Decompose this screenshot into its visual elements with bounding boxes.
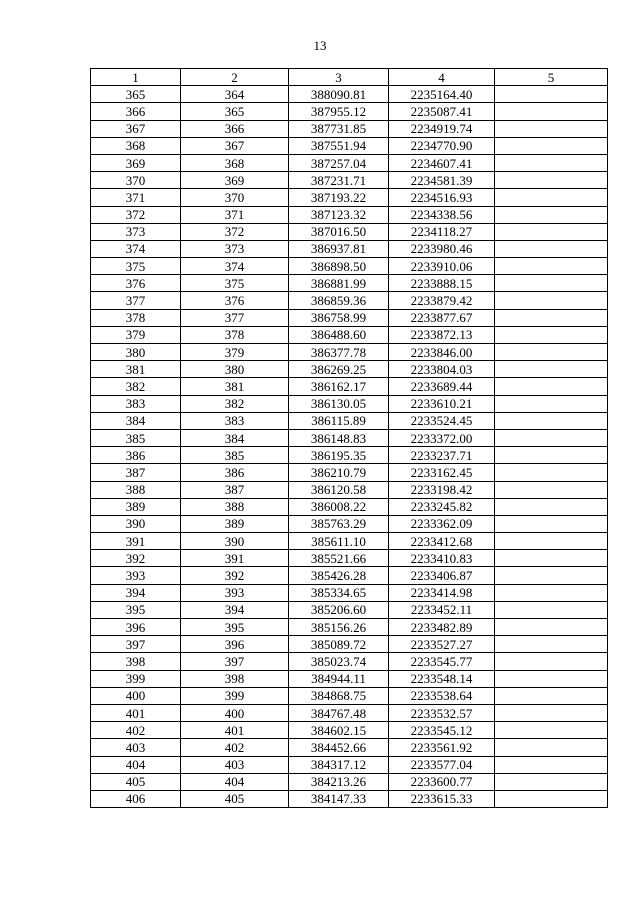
- table-cell: 386377.78: [289, 344, 389, 361]
- table-row: [91, 739, 608, 756]
- table-row: [91, 137, 608, 154]
- table-cell: 2233452.11: [389, 601, 495, 618]
- table-row: [91, 429, 608, 446]
- table-cell: 377: [91, 292, 181, 309]
- table-cell: [495, 429, 608, 446]
- table-cell: [495, 292, 608, 309]
- table-cell: 2233877.67: [389, 309, 495, 326]
- table-cell: 2233482.89: [389, 619, 495, 636]
- table-cell: 387: [181, 481, 289, 498]
- table-cell: 2233804.03: [389, 361, 495, 378]
- table-cell: 387193.22: [289, 189, 389, 206]
- table-cell: 2234770.90: [389, 137, 495, 154]
- table-cell: 376: [91, 275, 181, 292]
- table-cell: 2233879.42: [389, 292, 495, 309]
- table-cell: 388: [181, 498, 289, 515]
- table-cell: 371: [181, 206, 289, 223]
- table-cell: [495, 326, 608, 343]
- table-cell: [495, 223, 608, 240]
- table-cell: 394: [91, 584, 181, 601]
- table-cell: 385763.29: [289, 515, 389, 532]
- table-cell: 384: [91, 412, 181, 429]
- table-cell: [495, 137, 608, 154]
- table-cell: 385206.60: [289, 601, 389, 618]
- table-cell: [495, 412, 608, 429]
- table-row: [91, 86, 608, 103]
- table-cell: 386269.25: [289, 361, 389, 378]
- table-cell: 387731.85: [289, 120, 389, 137]
- table-cell: 2235087.41: [389, 103, 495, 120]
- table-cell: 391: [91, 533, 181, 550]
- table-cell: 387551.94: [289, 137, 389, 154]
- table-cell: 400: [181, 704, 289, 721]
- table-cell: 404: [181, 773, 289, 790]
- table-cell: 2234919.74: [389, 120, 495, 137]
- table-cell: 2233872.13: [389, 326, 495, 343]
- table-cell: 386488.60: [289, 326, 389, 343]
- table-cell: 384944.11: [289, 670, 389, 687]
- table-cell: [495, 653, 608, 670]
- table-cell: [495, 120, 608, 137]
- table-cell: 381: [181, 378, 289, 395]
- table-cell: [495, 154, 608, 171]
- table-cell: [495, 533, 608, 550]
- table-cell: 2233910.06: [389, 258, 495, 275]
- table-row: [91, 704, 608, 721]
- table-cell: 385156.26: [289, 619, 389, 636]
- table-cell: 378: [91, 309, 181, 326]
- table-cell: 2234607.41: [389, 154, 495, 171]
- table-cell: 384: [181, 429, 289, 446]
- table-cell: 387: [91, 464, 181, 481]
- table-row: [91, 361, 608, 378]
- table-row: [91, 533, 608, 550]
- table-cell: 387257.04: [289, 154, 389, 171]
- table-row: [91, 790, 608, 807]
- table-cell: [495, 790, 608, 807]
- table-cell: 390: [91, 515, 181, 532]
- table-row: [91, 344, 608, 361]
- table-row: [91, 258, 608, 275]
- table-cell: [495, 309, 608, 326]
- table-cell: 402: [91, 722, 181, 739]
- table-cell: 394: [181, 601, 289, 618]
- table-cell: 386148.83: [289, 429, 389, 446]
- table-cell: 386: [91, 447, 181, 464]
- table-cell: 403: [181, 756, 289, 773]
- table-cell: 385334.65: [289, 584, 389, 601]
- table-cell: 2235164.40: [389, 86, 495, 103]
- table-cell: 395: [181, 619, 289, 636]
- table-cell: 2233577.04: [389, 756, 495, 773]
- table-cell: 2233689.44: [389, 378, 495, 395]
- table-cell: 386115.89: [289, 412, 389, 429]
- table-row: [91, 223, 608, 240]
- table-cell: 392: [91, 550, 181, 567]
- table-cell: 2234118.27: [389, 223, 495, 240]
- table-cell: 2234338.56: [389, 206, 495, 223]
- table-cell: 372: [91, 206, 181, 223]
- table-cell: 364: [181, 86, 289, 103]
- table-cell: [495, 687, 608, 704]
- table-cell: 2233980.46: [389, 240, 495, 257]
- table-row: [91, 206, 608, 223]
- table-cell: 396: [91, 619, 181, 636]
- table-cell: 385521.66: [289, 550, 389, 567]
- table-cell: 2233561.92: [389, 739, 495, 756]
- table-cell: 385: [91, 429, 181, 446]
- column-header: 5: [495, 69, 608, 86]
- table-row: [91, 601, 608, 618]
- table-cell: 2234516.93: [389, 189, 495, 206]
- table-cell: 365: [91, 86, 181, 103]
- table-cell: 380: [181, 361, 289, 378]
- table-cell: 393: [91, 567, 181, 584]
- table-cell: 370: [181, 189, 289, 206]
- table-cell: 2233245.82: [389, 498, 495, 515]
- table-cell: 387016.50: [289, 223, 389, 240]
- table-cell: 386210.79: [289, 464, 389, 481]
- table-cell: 366: [181, 120, 289, 137]
- table-cell: 399: [181, 687, 289, 704]
- table-cell: 390: [181, 533, 289, 550]
- table-cell: 369: [91, 154, 181, 171]
- table-cell: 367: [91, 120, 181, 137]
- table-cell: 387955.12: [289, 103, 389, 120]
- table-cell: 379: [181, 344, 289, 361]
- table-cell: [495, 189, 608, 206]
- table-cell: 389: [181, 515, 289, 532]
- table-cell: 368: [91, 137, 181, 154]
- table-cell: 383: [181, 412, 289, 429]
- table-cell: 2233372.00: [389, 429, 495, 446]
- table-cell: 374: [181, 258, 289, 275]
- table-cell: 397: [181, 653, 289, 670]
- table-cell: 386898.50: [289, 258, 389, 275]
- table-cell: 399: [91, 670, 181, 687]
- table-cell: 395: [91, 601, 181, 618]
- table-cell: 386859.36: [289, 292, 389, 309]
- table-cell: 386120.58: [289, 481, 389, 498]
- table-cell: 368: [181, 154, 289, 171]
- table-cell: 386758.99: [289, 309, 389, 326]
- table-row: [91, 722, 608, 739]
- table-cell: 386: [181, 464, 289, 481]
- table-cell: [495, 206, 608, 223]
- table-cell: [495, 86, 608, 103]
- table-cell: 365: [181, 103, 289, 120]
- table-cell: [495, 481, 608, 498]
- table-cell: 2233524.45: [389, 412, 495, 429]
- table-cell: 2233527.27: [389, 636, 495, 653]
- table-cell: 396: [181, 636, 289, 653]
- table-cell: 2233545.12: [389, 722, 495, 739]
- table-row: [91, 154, 608, 171]
- table-cell: 384452.66: [289, 739, 389, 756]
- table-row: [91, 120, 608, 137]
- table-row: [91, 619, 608, 636]
- table-row: [91, 326, 608, 343]
- table-cell: 385023.74: [289, 653, 389, 670]
- table-cell: [495, 378, 608, 395]
- table-cell: 386162.17: [289, 378, 389, 395]
- table-cell: 385: [181, 447, 289, 464]
- table-cell: 2233362.09: [389, 515, 495, 532]
- table-cell: 401: [91, 704, 181, 721]
- table-cell: 2233615.33: [389, 790, 495, 807]
- table-row: [91, 309, 608, 326]
- table-cell: 2233532.57: [389, 704, 495, 721]
- table-cell: 2233198.42: [389, 481, 495, 498]
- table-row: [91, 172, 608, 189]
- table-cell: 378: [181, 326, 289, 343]
- table-cell: [495, 498, 608, 515]
- table-cell: 382: [91, 378, 181, 395]
- table-row: [91, 515, 608, 532]
- table-cell: 386130.05: [289, 395, 389, 412]
- table-cell: 366: [91, 103, 181, 120]
- table-row: [91, 292, 608, 309]
- table-cell: [495, 172, 608, 189]
- table-header-row: [91, 69, 608, 86]
- table-cell: 374: [91, 240, 181, 257]
- table-cell: 370: [91, 172, 181, 189]
- table-row: [91, 240, 608, 257]
- table-cell: 2233610.21: [389, 395, 495, 412]
- table-cell: [495, 395, 608, 412]
- table-cell: 406: [91, 790, 181, 807]
- table-cell: 403: [91, 739, 181, 756]
- table-row: [91, 378, 608, 395]
- table-row: [91, 481, 608, 498]
- table-cell: 2233548.14: [389, 670, 495, 687]
- table-cell: [495, 670, 608, 687]
- table-cell: 2233888.15: [389, 275, 495, 292]
- table-row: [91, 447, 608, 464]
- table-row: [91, 653, 608, 670]
- table-row: [91, 773, 608, 790]
- table-cell: 2233600.77: [389, 773, 495, 790]
- table-row: [91, 395, 608, 412]
- table-cell: [495, 567, 608, 584]
- table-cell: [495, 584, 608, 601]
- table-cell: 400: [91, 687, 181, 704]
- table-cell: 381: [91, 361, 181, 378]
- coordinates-table: [90, 68, 608, 808]
- table-cell: 2233410.83: [389, 550, 495, 567]
- table-cell: 386195.35: [289, 447, 389, 464]
- table-row: [91, 584, 608, 601]
- table-row: [91, 636, 608, 653]
- table-cell: 2233846.00: [389, 344, 495, 361]
- table-cell: 402: [181, 739, 289, 756]
- table-cell: 373: [181, 240, 289, 257]
- table-cell: [495, 361, 608, 378]
- table-cell: 372: [181, 223, 289, 240]
- table-row: [91, 412, 608, 429]
- table-cell: 2233237.71: [389, 447, 495, 464]
- table-body: [91, 86, 608, 808]
- table-cell: 369: [181, 172, 289, 189]
- table-cell: 393: [181, 584, 289, 601]
- table-cell: 385089.72: [289, 636, 389, 653]
- table-cell: 389: [91, 498, 181, 515]
- table-row: [91, 464, 608, 481]
- table-cell: [495, 258, 608, 275]
- table-cell: 2233538.64: [389, 687, 495, 704]
- table-cell: 384602.15: [289, 722, 389, 739]
- table-cell: [495, 515, 608, 532]
- table-cell: 367: [181, 137, 289, 154]
- table-cell: 397: [91, 636, 181, 653]
- table-cell: 384767.48: [289, 704, 389, 721]
- table-cell: [495, 773, 608, 790]
- table-cell: 392: [181, 567, 289, 584]
- table-cell: 377: [181, 309, 289, 326]
- table-cell: 386008.22: [289, 498, 389, 515]
- table-cell: 384868.75: [289, 687, 389, 704]
- table-cell: [495, 619, 608, 636]
- column-header: 4: [389, 69, 495, 86]
- table-row: [91, 687, 608, 704]
- table-row: [91, 670, 608, 687]
- table-cell: [495, 103, 608, 120]
- table-cell: 405: [91, 773, 181, 790]
- table-cell: 386881.99: [289, 275, 389, 292]
- table-cell: 2233162.45: [389, 464, 495, 481]
- table-cell: 387123.32: [289, 206, 389, 223]
- table-cell: 383: [91, 395, 181, 412]
- table-cell: 387231.71: [289, 172, 389, 189]
- table-row: [91, 189, 608, 206]
- table-row: [91, 756, 608, 773]
- table-cell: 371: [91, 189, 181, 206]
- table-cell: [495, 756, 608, 773]
- table-cell: 2233406.87: [389, 567, 495, 584]
- table-cell: 384213.26: [289, 773, 389, 790]
- table-cell: [495, 447, 608, 464]
- table-cell: 405: [181, 790, 289, 807]
- table-row: [91, 103, 608, 120]
- table-row: [91, 275, 608, 292]
- table-cell: [495, 722, 608, 739]
- table-cell: 401: [181, 722, 289, 739]
- table-cell: [495, 636, 608, 653]
- table-row: [91, 567, 608, 584]
- table-row: [91, 498, 608, 515]
- table-cell: 391: [181, 550, 289, 567]
- table-cell: 384147.33: [289, 790, 389, 807]
- table-cell: 379: [91, 326, 181, 343]
- table-cell: 386937.81: [289, 240, 389, 257]
- table-cell: [495, 704, 608, 721]
- column-header: 1: [91, 69, 181, 86]
- table-cell: 2233414.98: [389, 584, 495, 601]
- table-cell: 2233412.68: [389, 533, 495, 550]
- table-cell: 385426.28: [289, 567, 389, 584]
- table-cell: [495, 601, 608, 618]
- table-cell: [495, 550, 608, 567]
- table-cell: 375: [91, 258, 181, 275]
- table-cell: 404: [91, 756, 181, 773]
- table-cell: 384317.12: [289, 756, 389, 773]
- page-number: 13: [313, 38, 327, 53]
- table-row: [91, 550, 608, 567]
- table-cell: [495, 464, 608, 481]
- table-cell: 388: [91, 481, 181, 498]
- column-header: 2: [181, 69, 289, 86]
- table-cell: 398: [181, 670, 289, 687]
- table-cell: 2234581.39: [389, 172, 495, 189]
- column-header: 3: [289, 69, 389, 86]
- table-cell: 385611.10: [289, 533, 389, 550]
- table-cell: 388090.81: [289, 86, 389, 103]
- table-cell: 376: [181, 292, 289, 309]
- table-cell: 2233545.77: [389, 653, 495, 670]
- table-cell: 382: [181, 395, 289, 412]
- table-cell: 373: [91, 223, 181, 240]
- table-cell: 380: [91, 344, 181, 361]
- table-cell: [495, 240, 608, 257]
- table-cell: 398: [91, 653, 181, 670]
- table-cell: [495, 275, 608, 292]
- table-cell: [495, 344, 608, 361]
- table-cell: [495, 739, 608, 756]
- table-cell: 375: [181, 275, 289, 292]
